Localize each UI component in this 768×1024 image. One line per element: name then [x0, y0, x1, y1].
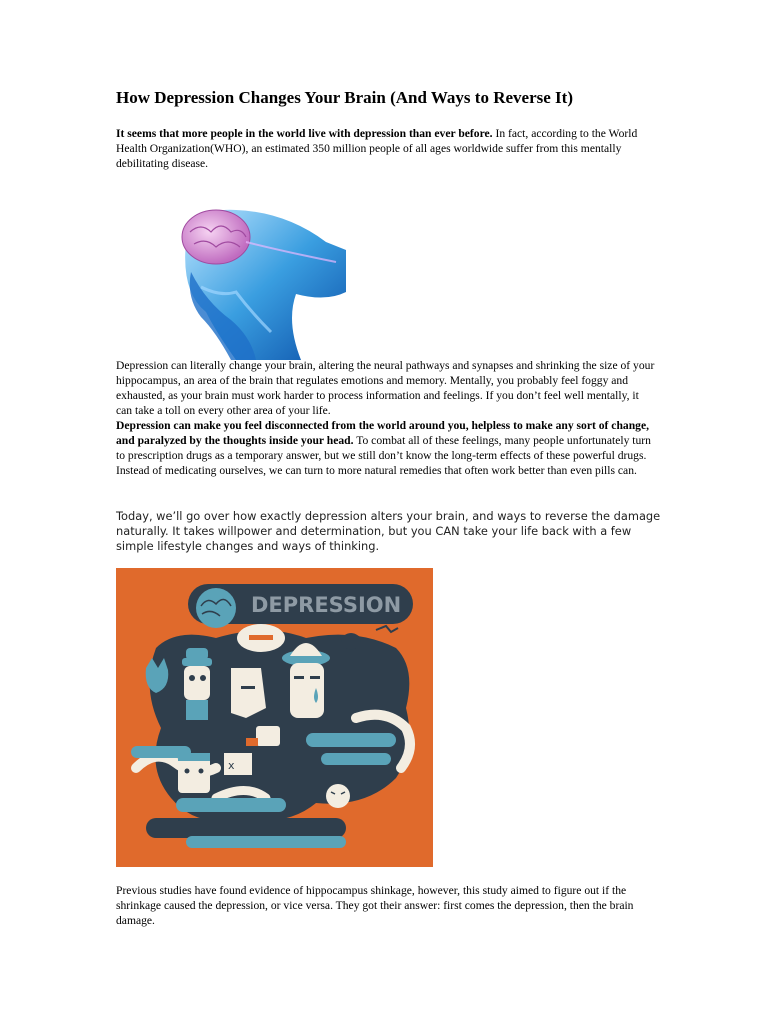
- intro-paragraph: [116, 126, 656, 171]
- para2-text: Depression can literally change your brain, altering the neural pathways and synapses and shrinking the size of your hippocampus, an area of the brain that regulates emotions and memory. Mentally, you probably feel foggy and exhausted, as your brain must work harder to process information and feelings. If you don’t feel well mentally, it can take a toll on every other area of your life.: [116, 359, 655, 417]
- para2-text-rest: To combat all of these feelings, many people unfortunately turn to prescription drugs as a temporary answer, but we still don’t know the long-term effects of these powerful drugs. Instead of medicating ourselves, we can turn to more natural remedies that often work better than even pills can.: [116, 434, 651, 477]
- para2-bold-text: Depression can make you feel disconnected from the world around you, helpless to make any sort of change, and paralyzed by the thoughts inside your head.: [116, 419, 649, 447]
- body-paragraph-3: Today, we’ll go over how exactly depression alters your brain, and ways to reverse the damage naturally. It takes willpower and determination, but you CAN take your life back with a few simple lifestyle changes and ways of thinking.: [116, 509, 661, 553]
- body-paragraph-2: [116, 358, 656, 478]
- intro-text: In fact, according to the World Health Organization(WHO), an estimated 350 million people of all ages worldwide suffer from this mentally debilitating disease.: [116, 127, 638, 170]
- svg-text:x: x: [228, 759, 235, 772]
- brain-pain-image: [176, 202, 346, 360]
- intro-bold-text: It seems that more people in the world live with depression than ever before.: [116, 127, 493, 140]
- depression-illustration: [116, 568, 433, 867]
- article-title: How Depression Changes Your Brain (And Ways to Reverse It): [116, 88, 573, 107]
- illustration-title: DEPRESSION: [251, 593, 402, 617]
- body-paragraph-4: Previous studies have found evidence of hippocampus shinkage, however, this study aimed to figure out if the shrinkage caused the depression, or vice versa. They got their answer: first comes the depression, then the brain damage.: [116, 884, 634, 927]
